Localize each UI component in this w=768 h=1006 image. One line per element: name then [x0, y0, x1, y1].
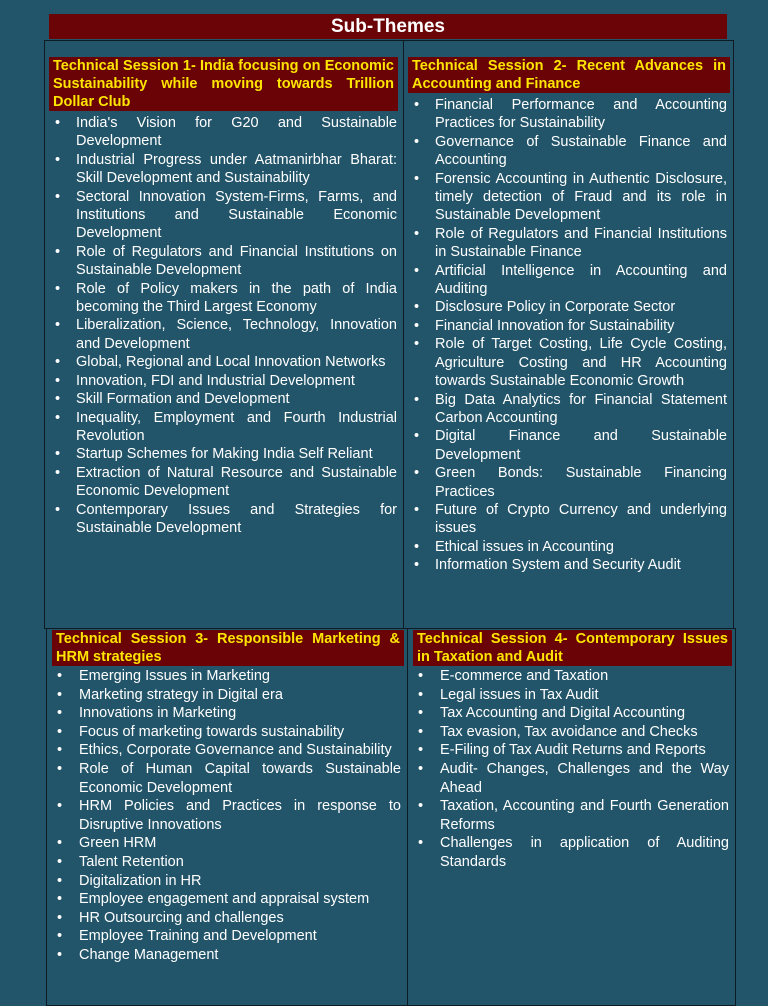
topic-item [404, 335, 733, 390]
topic-text: Green Bonds: Sustainable Financing Practices [435, 465, 727, 500]
bullet-icon: • [414, 465, 420, 482]
topic-item [45, 409, 403, 446]
session-2-panel [403, 40, 734, 629]
bullet-icon: • [57, 798, 63, 815]
topic-text: Governance of Sustainable Finance and Accounting [435, 133, 727, 169]
bullet-icon: • [57, 686, 63, 703]
bullet-icon: • [414, 538, 420, 555]
bullet-icon: • [55, 354, 61, 371]
topic-item [47, 927, 407, 946]
session-1-title: Technical Session 1- India focusing on Economic Sustainability while moving towards Trillion Dollar Club [49, 57, 398, 111]
bullet-icon: • [55, 446, 61, 463]
topic-item [45, 316, 403, 353]
topic-item [404, 317, 733, 335]
topic-text: Employee engagement and appraisal system [79, 891, 370, 908]
topic-text: Financial Innovation for Sustainability [435, 317, 675, 334]
topic-text: Tax evasion, Tax avoidance and Checks [440, 723, 698, 740]
bullet-icon: • [418, 760, 424, 777]
bullet-icon: • [418, 723, 424, 740]
topic-text: Innovation, FDI and Industrial Development [76, 372, 355, 389]
topic-text: Role of Policy makers in the path of India becoming the Third Largest Economy [76, 280, 397, 316]
bullet-icon: • [414, 336, 420, 353]
topic-item [408, 704, 735, 723]
topic-item [47, 704, 407, 723]
topic-item [404, 464, 733, 501]
bullet-icon: • [55, 317, 61, 334]
topic-text: Green HRM [79, 835, 157, 852]
topic-text: Role of Human Capital towards Sustainable Economic Development [79, 760, 401, 796]
bullet-icon: • [418, 686, 424, 703]
topic-item [404, 298, 733, 316]
topic-text: Inequality, Employment and Fourth Industrial Revolution [76, 409, 397, 444]
bullet-icon: • [57, 853, 63, 870]
bullet-icon: • [55, 115, 61, 131]
bullet-icon: • [55, 501, 61, 518]
topic-item [404, 133, 733, 170]
bullet-icon: • [57, 723, 63, 740]
topic-text: Skill Formation and Development [76, 391, 290, 408]
topic-item [45, 372, 403, 390]
topic-text: Industrial Progress under Aatmanirbhar Bharat: Skill Development and Sustainability [76, 151, 397, 187]
bullet-icon: • [55, 151, 61, 168]
bullet-icon: • [418, 798, 424, 815]
topic-item [45, 188, 403, 243]
bullet-icon: • [414, 170, 420, 187]
topic-text: Taxation, Accounting and Fourth Generation Reforms [440, 798, 729, 833]
bullet-icon: • [414, 262, 420, 279]
session-4-panel [407, 628, 736, 1006]
topic-text: E-Filing of Tax Audit Returns and Reports [440, 742, 706, 759]
bullet-icon: • [414, 391, 420, 408]
topic-text: Role of Regulators and Financial Institutions on Sustainable Development [76, 243, 397, 279]
topic-item [47, 890, 407, 909]
topic-item [45, 353, 403, 371]
topic-text: India's Vision for G20 and Sustainable Development [76, 115, 397, 150]
bullet-icon: • [55, 409, 61, 426]
topic-text: Information System and Security Audit [435, 557, 681, 574]
topic-text: Extraction of Natural Resource and Sustainable Economic Development [76, 464, 397, 500]
bullet-icon: • [55, 372, 61, 389]
topic-text: Contemporary Issues and Strategies for Sustainable Development [76, 501, 397, 536]
bullet-icon: • [414, 317, 420, 334]
bullet-icon: • [57, 705, 63, 722]
topic-item [47, 667, 407, 686]
bullet-icon: • [414, 428, 420, 445]
topic-item [408, 723, 735, 742]
topic-item [47, 872, 407, 891]
topic-item [408, 760, 735, 797]
topic-text: E-commerce and Taxation [440, 668, 609, 684]
topic-item [408, 686, 735, 705]
topic-text: HRM Policies and Practices in response to Disruptive Innovations [79, 798, 401, 833]
topic-text: Employee Training and Development [79, 928, 317, 945]
sub-themes-banner: Sub-Themes [49, 14, 727, 39]
topic-item [404, 170, 733, 225]
topic-item [408, 834, 735, 871]
bullet-icon: • [57, 668, 63, 684]
session-1-topics [45, 114, 403, 537]
topic-item [404, 391, 733, 428]
topic-text: Change Management [79, 946, 219, 963]
topic-text: Innovations in Marketing [79, 705, 237, 722]
topic-item [404, 538, 733, 556]
bullet-icon: • [57, 946, 63, 963]
topic-text: Startup Schemes for Making India Self Reliant [76, 446, 373, 463]
topic-text: Role of Regulators and Financial Institutions in Sustainable Finance [435, 225, 727, 261]
topic-item [47, 723, 407, 742]
topic-item [404, 556, 733, 574]
topic-item [45, 243, 403, 280]
topic-item [47, 760, 407, 797]
topic-text: Challenges in application of Auditing Standards [440, 835, 729, 870]
bullet-icon: • [414, 97, 420, 113]
topic-item [47, 946, 407, 965]
topic-text: Financial Performance and Accounting Practices for Sustainability [435, 97, 727, 132]
topic-item [47, 853, 407, 872]
session-1-panel [44, 40, 404, 629]
topic-text: Talent Retention [79, 853, 184, 870]
topic-item [404, 427, 733, 464]
bullet-icon: • [55, 243, 61, 260]
session-3-panel [46, 628, 408, 1006]
topic-text: Ethical issues in Accounting [435, 538, 614, 555]
topic-text: Disclosure Policy in Corporate Sector [435, 299, 676, 316]
topic-item [47, 797, 407, 834]
topic-item [404, 262, 733, 299]
topic-item [47, 909, 407, 928]
session-3-topics [47, 667, 407, 965]
topic-text: Global, Regional and Local Innovation Networks [76, 354, 386, 371]
topic-item [47, 686, 407, 705]
topic-item [404, 225, 733, 262]
topic-item [47, 741, 407, 760]
bullet-icon: • [418, 742, 424, 759]
topic-item [45, 464, 403, 501]
topic-text: HR Outsourcing and challenges [79, 909, 284, 926]
bullet-icon: • [414, 299, 420, 316]
session-2-title: Technical Session 2- Recent Advances in Accounting and Finance [408, 57, 730, 93]
topic-item [47, 834, 407, 853]
bullet-icon: • [414, 133, 420, 150]
topic-item [45, 114, 403, 151]
bullet-icon: • [55, 391, 61, 408]
topic-text: Forensic Accounting in Authentic Disclosure, timely detection of Fraud and its role in Sustainable Development [435, 170, 727, 224]
topic-text: Focus of marketing towards sustainability [79, 723, 345, 740]
bullet-icon: • [57, 872, 63, 889]
topic-item [408, 741, 735, 760]
bullet-icon: • [57, 760, 63, 777]
topic-text: Future of Crypto Currency and underlying issues [435, 501, 727, 537]
bullet-icon: • [57, 835, 63, 852]
bullet-icon: • [57, 742, 63, 759]
session-2-topics [404, 96, 733, 575]
topic-item [45, 280, 403, 317]
topic-text: Role of Target Costing, Life Cycle Costing, Agriculture Costing and HR Accounting towards Sustainable Economic Growth [435, 336, 727, 390]
topic-text: Marketing strategy in Digital era [79, 686, 283, 703]
topic-text: Tax Accounting and Digital Accounting [440, 705, 686, 722]
topic-item [45, 390, 403, 408]
bullet-icon: • [57, 928, 63, 945]
bullet-icon: • [418, 835, 424, 852]
topic-item [404, 501, 733, 538]
bullet-icon: • [414, 557, 420, 574]
topic-text: Artificial Intelligence in Accounting and Auditing [435, 262, 727, 298]
topic-item [408, 667, 735, 686]
bullet-icon: • [414, 501, 420, 518]
topic-text: Big Data Analytics for Financial Statement Carbon Accounting [435, 391, 727, 426]
topic-text: Audit- Changes, Challenges and the Way Ahead [440, 760, 729, 796]
session-4-topics [408, 667, 735, 872]
topic-text: Emerging Issues in Marketing [79, 668, 270, 684]
session-4-title: Technical Session 4- Contemporary Issues in Taxation and Audit [413, 630, 732, 666]
topic-item [45, 445, 403, 463]
topic-item [408, 797, 735, 834]
topic-text: Digital Finance and Sustainable Development [435, 428, 727, 463]
bullet-icon: • [55, 464, 61, 481]
bullet-icon: • [55, 188, 61, 205]
bullet-icon: • [57, 891, 63, 908]
bullet-icon: • [418, 705, 424, 722]
session-3-title: Technical Session 3- Responsible Marketing & HRM strategies [52, 630, 404, 666]
topic-text: Liberalization, Science, Technology, Innovation and Development [76, 317, 397, 352]
topic-item [404, 96, 733, 133]
topic-text: Digitalization in HR [79, 872, 202, 889]
bullet-icon: • [418, 668, 424, 684]
bullet-icon: • [55, 280, 61, 297]
bullet-icon: • [414, 225, 420, 242]
topic-text: Legal issues in Tax Audit [440, 686, 599, 703]
topic-item [45, 501, 403, 538]
bullet-icon: • [57, 909, 63, 926]
topic-text: Ethics, Corporate Governance and Sustainability [79, 742, 392, 759]
topic-text: Sectoral Innovation System-Firms, Farms, and Institutions and Sustainable Economic Development [76, 188, 397, 242]
topic-item [45, 151, 403, 188]
